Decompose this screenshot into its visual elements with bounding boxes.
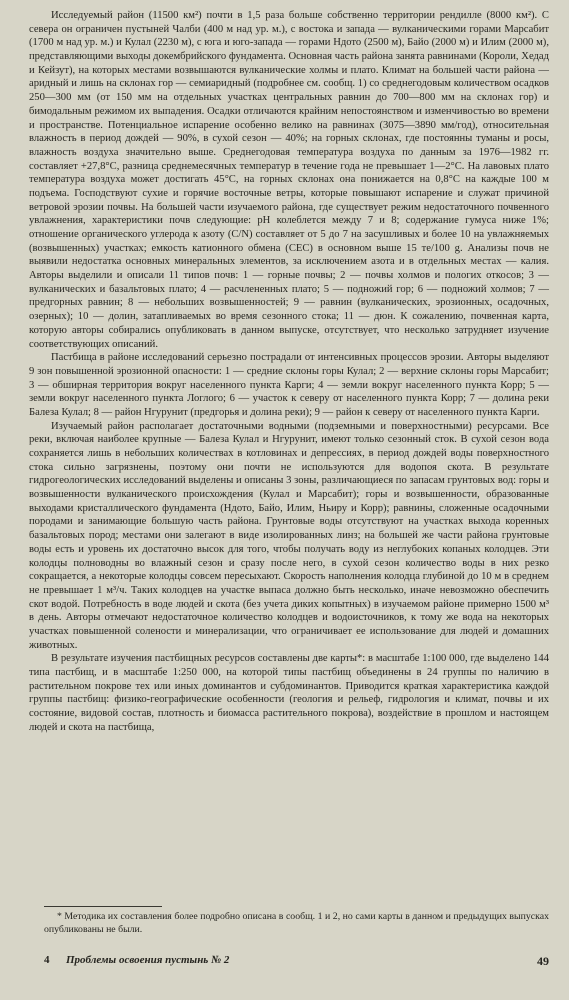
page-footer: [44, 954, 549, 972]
footnote: * Методика их составления более подробно описана в сообщ. 1 и 2, но сами карты в данном и предыдущих выпусках опубликованы не были.: [44, 911, 549, 935]
paragraph-4: В результате изучения пастбищных ресурсов составлены две карты*: в масштабе 1:100 000, где выделено 144 типа пастбищ, и в масштабе 1:250 000, на которой типы пастбищ объединены в 24 группы по наличию в растительном покрове тех или иных доминантов и субдоминантов. Приводится краткая характеристика каждой группы пастбищ: физико-географические особенности (геология и рельеф, гидрология и климат, почвы и их состояние, видовой состав, плотность и биомасса растительного покрова), воздействие в прошлом и настоящем людей и скота на пастбища,: [29, 653, 549, 733]
body-text: [29, 9, 549, 734]
paragraph-2: Пастбища в районе исследований серьезно пострадали от интенсивных процессов эрозии. Авторы выделяют 9 зон повышенной эрозионной опасности: 1 — средние склоны горы Кулал; 2 — верхние склоны горы Марсабит; 3 — обширная территория вокруг населенного пункта Карги; 4 — земли вокруг населенного пункта Корр; 5 — земли вокруг населенного пункта Логлого; 6 — участок к северу от населенного пункта Корр; 7 — долина реки Балеза Кулал; 8 — район Нгурунит (предгорья и долина реки); 9 — район к северу от населенного пункта Карги.: [29, 352, 549, 418]
page-number: 49: [537, 954, 549, 968]
paragraph-3: Изучаемый район располагает достаточными водными (подземными и поверхностными) ресурсами. Все реки, включая наиболее крупные — Балеза Кулал и Нгурунит, имеют только сезонный сток. В сухой сезон вода сохраняется лишь в небольших количествах в котловинах и депрессиях, в период дождей воды поверхностного стока сильно загрязнены, поэтому они почти не используются для водопоя скота. В результате гидрогеологических исследований выделены и описаны 3 зоны, различающиеся по запасам грунтовых вод: горы и возвышенности вулканического происхождения (Кулал и Марсабит); горы и возвышенности, образованные выходами кристаллического фундамента (Ндото, Байо, Илим, Ньиру и Корр); равнины, сложенные осадочными породами и занимающие большую часть района. Грунтовые воды отсутствуют на участках выхода коренных базальтовых пород; местами они залегают в виде изолированных линз; на большей же части района грунтовые воды есть и уровень их достаточно высок для того, чтобы получать воду из неглубоких копаных колодцев. Эти колодцы полноводны во влажный сезон и сразу после него, в сухой сезон количество воды в них резко сокращается, а некоторые колодцы совсем пересыхают. Скорость наполнения колодца глубиной до 10 м в среднем не превышает 1 м³/ч. Таких колодцев на участке выпаса должно быть несколько, иначе невозможно обеспечить скот водой. Потребность в воде людей и скота (без учета диких копытных) в изучаемом районе примерно 1500 м³ в день. Авторы отмечают недостаточное количество колодцев и водоисточников, к тому же вода на некоторых участках повышенной солености и минерализации, что ограничивает ее использование для людей и домашних животных.: [29, 420, 549, 651]
paragraph-1: Исследуемый район (11500 км²) почти в 1,5 раза больше собственно территории рендилле (8000 км²). С севера он ограничен пустыней Чалби (400 м над ур. м.), с востока и запада — вулканическими горами Марсабит (1700 м над ур. м.) и Кулал (2230 м), с юга и юго-запада — горами Ндото (2500 м), Байо (2000 м) и Илим (2000 м), представляющими выходы докембрийского фундамента. Основная часть района занята равнинами (Короли, Хедад и Кейзут), на которых местами возвышаются вулканические холмы и плато. Климат на большей части района — аридный и лишь на склонах гор — семиаридный (подробнее см. сообщ. 1) со среднегодовым количеством осадков 250—300 мм (от 150 мм на отдельных участках центральных равнин до 700—800 мм на склонах гор) и бимодальным режимом их выпадения. Осадки отличаются крайним непостоянством и изменчивостью во времени и пространстве. Потенциальное испарение особенно велико на равнинах (3075—3890 мм/год), относительная влажность в период дождей — 90%, в сухой сезон — 40%; на горных склонах, где постоянны туманы и росы, влажность воздуха значительно выше. Среднегодовая температура воздуха по данным за 1976—1982 гг. составляет +27,8°С, разница среднемесячных температур в течение года не превышает 1—2°С. На лавовых плато температура воздуха может достигать 45°С, на горных склонах она понижается на 0,8°С на каждые 100 м подъема. Господствуют сухие и горячие восточные ветры, которые повышают испарение и служат причиной ветровой эрозии почвы. На большей части изучаемого района, где существует режим недостаточного почвенного увлажнения, характеристики почв следующие: pH колеблется между 7 и 8; содержание гумуса ниже 1%; отношение органического углерода к азоту (C/N) составляет от 5 до 7 на засушливых и более 10 на увлажняемых (возвышенных) участках; емкость катионного обмена (CEC) в основном выше 15 те/100 g. Анализы почв не выявили недостатка основных минеральных элементов, за исключением азота и в отдельных местах — калия. Авторы выделили и описали 11 типов почв: 1 — горные почвы; 2 — почвы холмов и пологих откосов; 3 — вулканических и базальтовых плато; 4 — расчлененных плато; 5 — подножий гор; 6 — подножий холмов; 7 — предгорных равнин; 8 — небольших возвышенностей; 9 — равнин (вулканических, эрозионных, осадочных, озерных); 10 — долин, затапливаемых во время сезонного стока; 11 — дюн. К сожалению, почвенная карта, которую авторы собирались опубликовать в данном выпуске, отсутствует, что несколько затрудняет изучение соответствующих описаний.: [29, 10, 549, 350]
running-title: Проблемы освоения пустынь № 2: [66, 954, 230, 966]
footnote-divider: [44, 906, 162, 907]
signature-mark: 4: [44, 954, 50, 966]
